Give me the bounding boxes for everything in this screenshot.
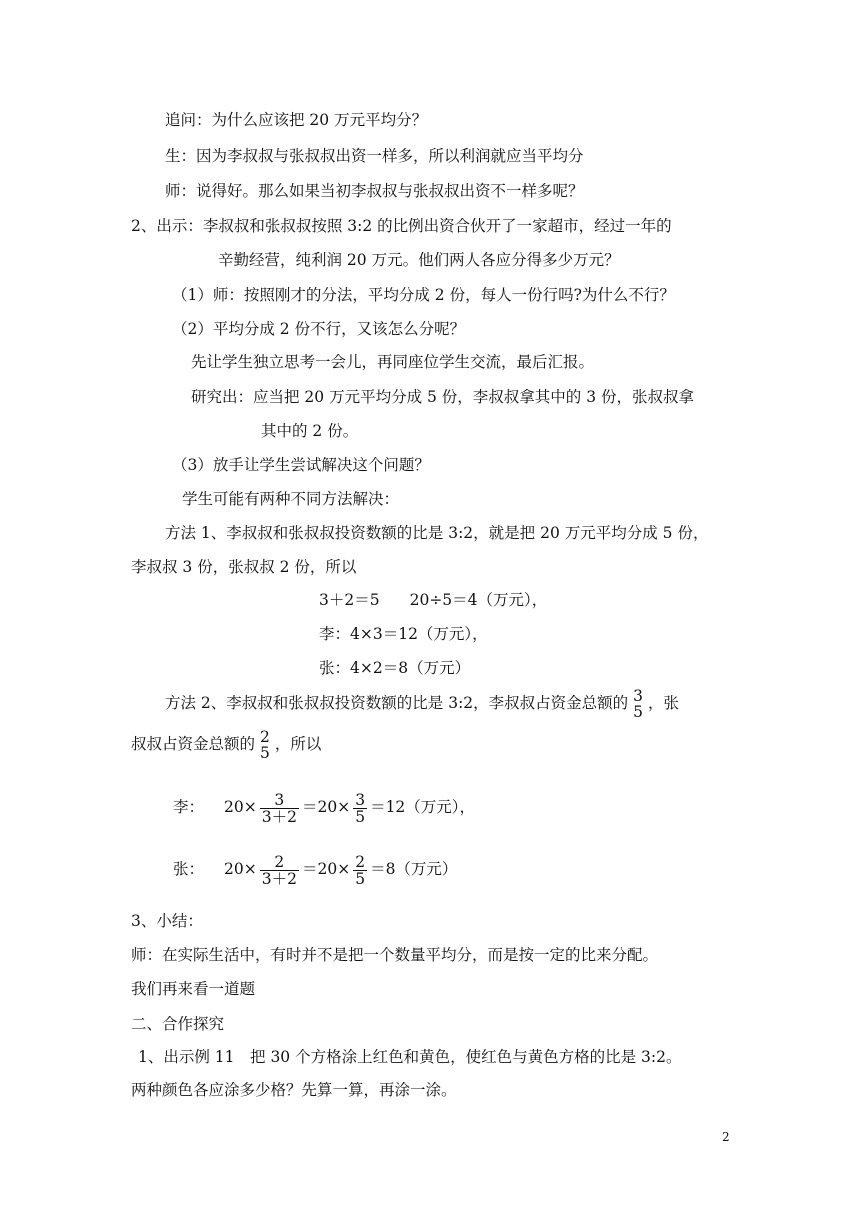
fraction [260,854,299,887]
text-line [131,727,321,761]
text-part: 方法 2、李叔叔和张叔叔投资数额的比是 3:2，李叔叔占资金总额的 [165,694,629,712]
text-line: 学生可能有两种不同方法解决： [182,490,400,508]
text-line: 师：在实际生活中，有时并不是把一个数量平均分，而是按一定的比来分配。 [131,946,659,964]
fraction [353,792,367,825]
text-part: 叔叔占资金总额的 [131,735,256,753]
fraction-denominator: 3＋2 [261,807,297,826]
fraction-numerator: 3 [260,792,299,809]
fraction-denominator: 3＋2 [261,869,297,888]
text-line: 辛勤经营，纯利润 20 万元。他们两人各应分得多少万元？ [218,251,620,269]
calc-line: 李：4×3＝12（万元）， [319,625,488,643]
equation-part: 20× [224,798,257,816]
text-line [165,686,679,720]
text-line: 李叔叔 3 份，张叔叔 2 份，所以 [131,558,357,576]
text-line: 方法 1、李叔叔和张叔叔投资数额的比是 3:2，就是把 20 万元平均分成 5 份， [165,524,709,542]
calc-part: 3＋2＝5 [319,591,380,609]
calc-line: 张：4×2＝8（万元） [319,659,471,677]
text-part: ，所以 [274,735,322,753]
text-line: 生：因为李叔叔与张叔叔出资一样多，所以利润就应当平均分 [165,147,584,165]
calc-line [319,590,547,610]
equation-part: ＝20× [301,798,351,816]
equation-part: 20× [224,860,257,878]
fraction [260,792,299,825]
equation-part: ＝20× [301,860,351,878]
fraction-numerator: 3 [633,687,644,705]
text-part: ，张 [648,694,680,712]
text-line: 3、小结： [131,912,203,930]
equation-part: ＝8（万元） [370,860,458,878]
fraction-numerator: 2 [260,854,299,871]
fraction-numerator: 2 [260,728,270,746]
calc-part: 20÷5＝4（万元）， [409,591,548,609]
fraction-denominator: 5 [633,703,644,721]
text-line: （1）师：按照刚才的分法，平均分成 2 份，每人一份行吗?为什么不行？ [172,286,675,304]
equation-label: 张： [173,860,205,878]
fraction-numerator: 2 [355,852,366,871]
fraction [258,729,272,761]
fraction-denominator: 5 [355,869,366,888]
fraction-numerator: 3 [355,790,366,809]
text-line: （3）放手让学生尝试解决这个问题？ [172,456,430,474]
text-line: 师：说得好。那么如果当初李叔叔与张叔叔出资不一样多呢？ [165,182,584,200]
text-line: 两种颜色各应涂多少格？先算一算，再涂一涂。 [131,1081,457,1099]
equation-label: 李： [173,798,205,816]
page-number: 2 [722,1130,730,1144]
text-line: 先让学生独立思考一会儿，再同座位学生交流，最后汇报。 [191,353,595,371]
fraction-denominator: 5 [260,744,270,762]
text-line: 研究出：应当把 20 万元平均分成 5 份，李叔叔拿其中的 3 份，张叔叔拿 [191,388,695,406]
text-line: 我们再来看一道题 [131,980,256,998]
text-line: 追问：为什么应该把 20 万元平均分？ [165,111,428,129]
text-line: 二、合作探究 [131,1015,225,1033]
fraction-denominator: 5 [355,807,366,826]
text-line: 2、出示：李叔叔和张叔叔按照 3:2 的比例出资合伙开了一家超市，经过一年的 [131,217,672,235]
fraction [631,688,645,720]
text-line: 其中的 2 份。 [261,422,359,440]
text-line: 1、出示例 11 把 30 个方格涂上红色和黄色，使红色与黄色方格的比是 3:2。 [138,1048,682,1066]
equation-part: ＝12（万元）， [370,798,476,816]
equation-line [173,852,457,887]
equation-line [173,790,475,825]
text-line: （2）平均分成 2 份不行，又该怎么分呢？ [172,320,466,338]
fraction [353,854,367,887]
